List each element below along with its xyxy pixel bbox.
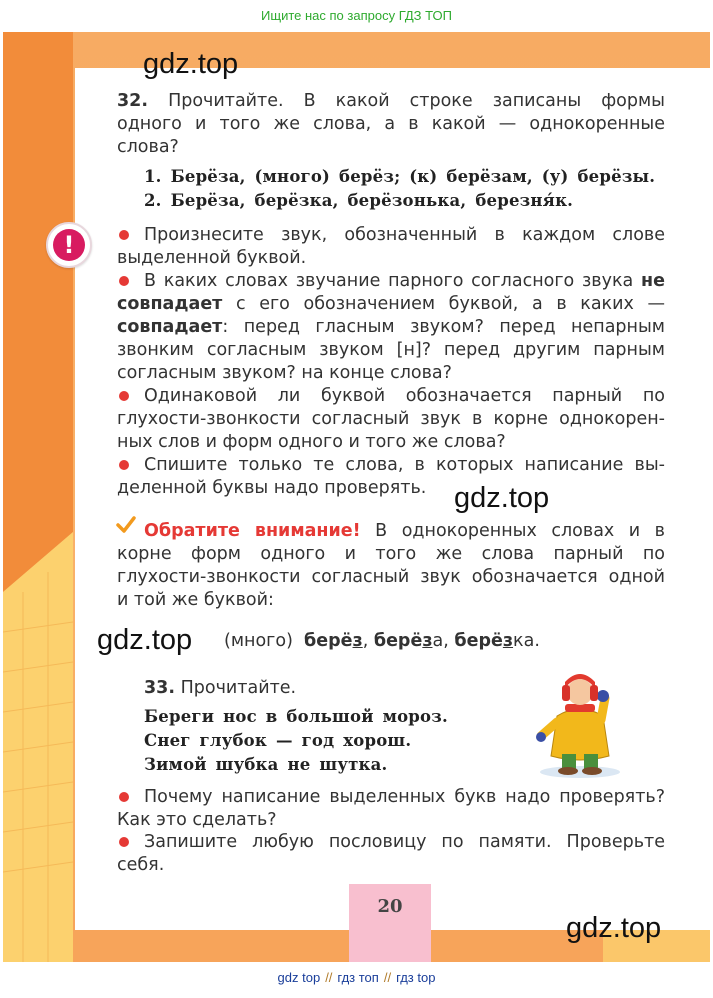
exercise-number: 33. [144, 678, 176, 698]
exercise-33-task2-line1: Запишите любую пословицу по памяти. Проверьте [144, 832, 665, 852]
exercise-33-task1-line2: Как это сделать? [117, 810, 277, 830]
task-3-line1: Одинаковой ли буквой обозначается парный по [144, 386, 665, 406]
exercise-33-intro: 33. Прочитайте. [144, 678, 297, 698]
child-illustration [535, 668, 625, 780]
task-3-line3: ных слов и форм одного и того же слова? [117, 432, 506, 452]
task-3-line2: глухости-звонкости согласный звук в корне однокорен- [117, 409, 665, 429]
task-4-line2: деленной буквы надо проверять. [117, 478, 427, 498]
note-line4: и той же буквой: [117, 590, 274, 610]
bullet-icon [119, 837, 129, 847]
attention-badge [46, 222, 92, 268]
task-2-line4: звонким согласным звуком [н]? перед другим парным [117, 340, 665, 360]
checkmark-icon [116, 516, 136, 534]
bullet-icon [119, 391, 129, 401]
exercise-number: 32. [117, 91, 149, 111]
word-forms-line: 1. Берёза, (много) берёз; (к) берёзам, (у) берёзы. [144, 167, 656, 186]
bullet-icon [119, 792, 129, 802]
cognate-words-line: 2. Берёза, берёзка, берёзонька, березняк. [144, 191, 574, 210]
exercise-33-task2-line2: себя. [117, 855, 165, 875]
bullet-icon [119, 276, 129, 286]
watermark: gdz.top [97, 624, 193, 656]
task-2-line5: согласным звуком? на конце слова? [117, 363, 452, 383]
task-2-line1: В каких словах звучание парного согласного звука не [144, 271, 665, 291]
task-4-line1: Спишите только те слова, в которых написание вы- [144, 455, 665, 475]
page-number-tab [349, 884, 431, 962]
exercise-32-intro-line2: одного и того же слова, а в какой — однокоренные [117, 114, 665, 134]
page-number: 20 [377, 896, 403, 917]
note-heading: Обратите внимание! [144, 521, 361, 541]
note-line1: Обратите внимание! В однокоренных словах и в [144, 521, 665, 541]
bottom-banner: gdz top // гдз топ // гдз top [277, 970, 436, 985]
task-1-line1: Произнесите звук, обозначенный в каждом слове [144, 225, 665, 245]
task-2-line3: совпадает: перед гласным звуком? перед непарным [117, 317, 665, 337]
proverb-2: Снег глубок — год хорош. [144, 731, 412, 750]
watermark: gdz.top [454, 482, 550, 514]
note-line3: глухости-звонкости согласный звук обозначается одной [117, 567, 665, 587]
note-example: (много) берёз, берёза, берёзка. [224, 631, 540, 651]
bullet-icon [119, 460, 129, 470]
bullet-icon [119, 230, 129, 240]
note-line2: корне форм одного и того же слова парный по [117, 544, 665, 564]
exercise-33-task1-line1: Почему написание выделенных букв надо проверять? [144, 787, 665, 807]
watermark: gdz.top [566, 912, 662, 944]
proverb-3: Зимой шубка не шутка. [144, 755, 388, 774]
top-banner [0, 0, 713, 30]
watermark: gdz.top [143, 48, 239, 80]
task-2-line2: совпадает с его обозначением буквой, а в каких — [117, 294, 665, 314]
top-banner-text: Ищите нас по запросу ГДЗ ТОП [261, 8, 452, 23]
task-1-line2: выделенной буквой. [117, 248, 307, 268]
exercise-32-intro: 32. Прочитайте. В какой строке записаны формы [117, 91, 665, 111]
proverb-1: Береги нос в большой мороз. [144, 707, 448, 726]
exercise-32-intro-line3: слова? [117, 137, 179, 157]
exclamation-icon: ! [53, 229, 85, 261]
